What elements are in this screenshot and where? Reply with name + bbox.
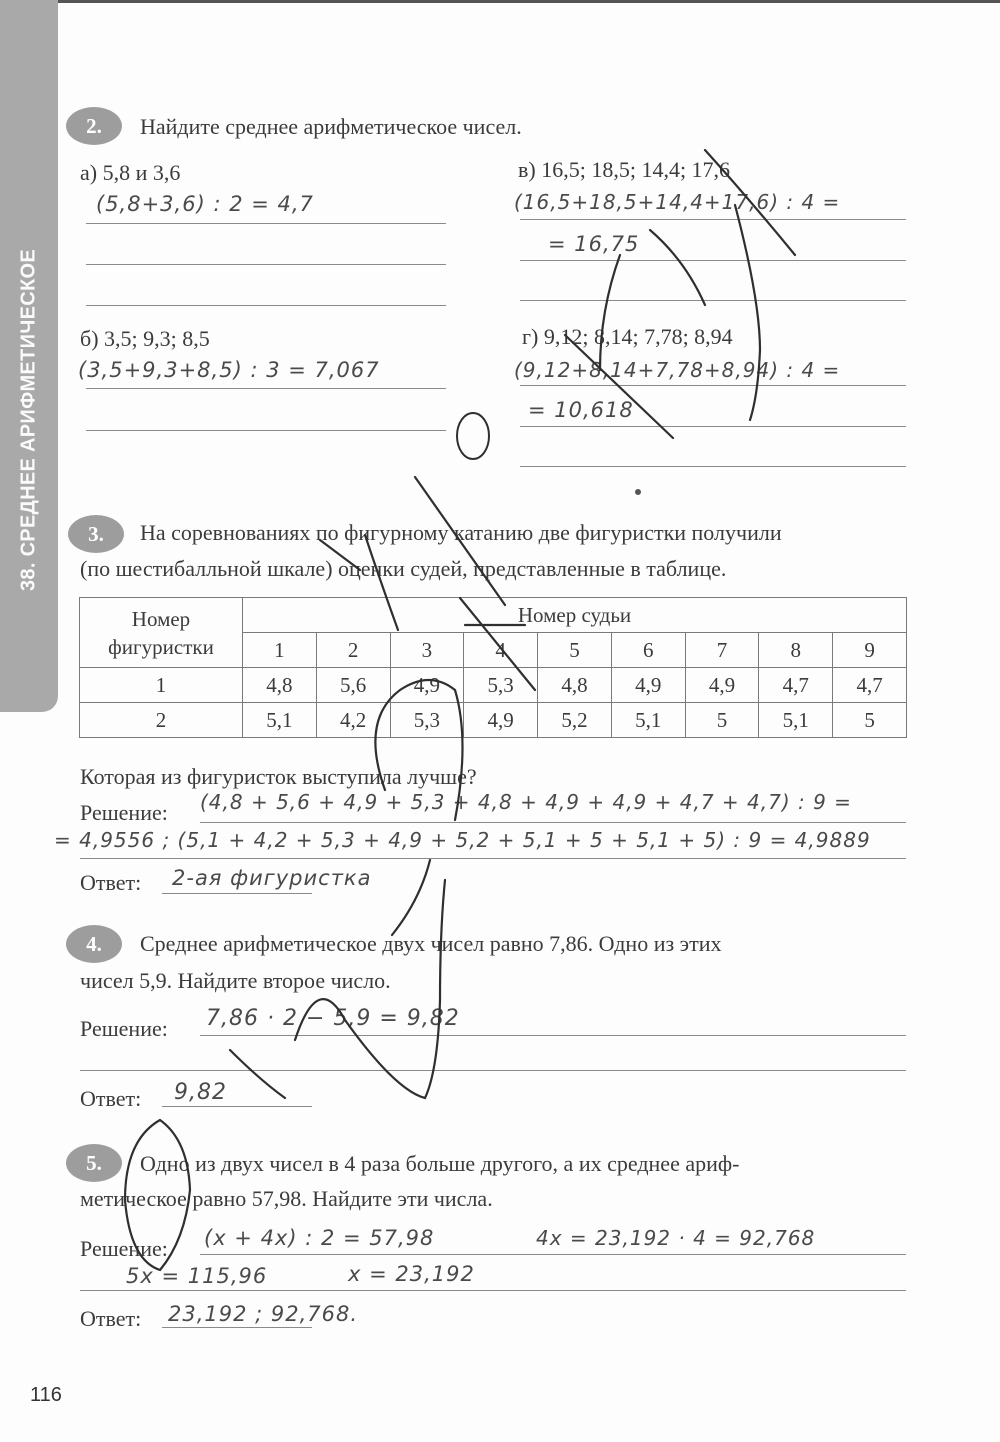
judge-cell: 9 xyxy=(833,633,907,668)
task-2b-work: (3,5+9,3+8,5) : 3 = 7,067 xyxy=(78,358,380,382)
judge-cell: 3 xyxy=(390,633,464,668)
table-row xyxy=(80,703,907,738)
task-3-prompt-line-2: (по шестибалльной шкале) оценки судей, представленные в таблице. xyxy=(80,556,727,581)
task-2a-label: а) 5,8 и 3,6 xyxy=(80,160,181,185)
task-3-question: Которая из фигуристок выступила лучше? xyxy=(80,764,477,789)
score-cell: 4,9 xyxy=(685,668,759,703)
task-5-solution-work-1: (x + 4x) : 2 = 57,98 xyxy=(204,1226,435,1250)
score-cell: 5 xyxy=(833,703,907,738)
score-cell: 5,6 xyxy=(316,668,390,703)
task-5-answer-label: Ответ: xyxy=(80,1306,142,1331)
score-cell: 5,3 xyxy=(464,668,538,703)
score-cell: 4,8 xyxy=(243,668,317,703)
task-5-answer-work: 23,192 ; 92,768. xyxy=(168,1302,359,1326)
answer-line xyxy=(162,1106,312,1107)
answer-line xyxy=(86,223,446,224)
skater-cell: 1 xyxy=(80,668,243,703)
scores-table xyxy=(79,597,907,738)
answer-line xyxy=(86,264,446,265)
answer-line xyxy=(200,822,906,823)
task-3-answer-label: Ответ: xyxy=(80,870,142,895)
task-2-badge: 2. xyxy=(66,107,122,145)
score-cell: 5 xyxy=(685,703,759,738)
score-cell: 4,9 xyxy=(464,703,538,738)
judge-cell: 8 xyxy=(759,633,833,668)
task-4-badge: 4. xyxy=(66,925,122,963)
skater-cell: 2 xyxy=(80,703,243,738)
answer-line xyxy=(200,1035,906,1036)
task-5-prompt-line-2: метическое равно 57,98. Найдите эти числа. xyxy=(80,1186,493,1211)
header-line: Номер xyxy=(131,606,191,631)
score-cell: 4,7 xyxy=(833,668,907,703)
answer-line xyxy=(520,466,906,467)
task-5-prompt-line-1: Одно из двух чисел в 4 раза больше другого, а их среднее ариф- xyxy=(140,1151,740,1176)
answer-line xyxy=(162,1327,312,1328)
judge-cell: 5 xyxy=(538,633,612,668)
answer-line xyxy=(520,300,906,301)
task-2g-label: г) 9,12; 8,14; 7,78; 8,94 xyxy=(522,324,733,349)
task-2v-label: в) 16,5; 18,5; 14,4; 17,6 xyxy=(518,157,731,182)
answer-line xyxy=(520,219,906,220)
page-top-edge xyxy=(0,0,1000,3)
task-5-solution-work-4: x = 23,192 xyxy=(348,1262,475,1286)
answer-line xyxy=(86,388,446,389)
header-line: фигуристки xyxy=(108,634,214,659)
score-cell: 4,9 xyxy=(611,668,685,703)
skater-number-header xyxy=(80,598,243,668)
task-3-answer-work: 2-ая фигуристка xyxy=(172,866,372,890)
task-5-solution-label: Решение: xyxy=(80,1236,168,1261)
task-2v-work-1: (16,5+18,5+14,4+17,6) : 4 = xyxy=(514,190,841,214)
judge-number-header: Номер судьи xyxy=(243,598,907,633)
score-cell: 4,9 xyxy=(390,668,464,703)
answer-line xyxy=(200,1254,906,1255)
page-number: 116 xyxy=(30,1384,62,1406)
answer-line xyxy=(162,893,312,894)
task-2g-work-1: (9,12+8,14+7,78+8,94) : 4 = xyxy=(514,358,841,382)
task-4-answer-label: Ответ: xyxy=(80,1086,142,1111)
score-cell: 4,7 xyxy=(759,668,833,703)
task-3-solution-label: Решение: xyxy=(80,800,168,825)
task-2a-work: (5,8+3,6) : 2 = 4,7 xyxy=(96,192,314,216)
answer-line xyxy=(520,426,906,427)
table-row xyxy=(80,668,907,703)
score-cell: 5,1 xyxy=(611,703,685,738)
task-3-solution-work-1: (4,8 + 5,6 + 4,9 + 5,3 + 4,8 + 4,9 + 4,9 + 4,7 + 4,7) : 9 = xyxy=(200,790,852,814)
answer-line xyxy=(520,260,906,261)
task-4-prompt-line-2: чисел 5,9. Найдите второе число. xyxy=(80,968,391,993)
answer-line xyxy=(80,1290,906,1291)
task-5-solution-work-3: 5x = 115,96 xyxy=(126,1264,268,1288)
task-3-solution-work-2: = 4,9556 ; (5,1 + 4,2 + 5,3 + 4,9 + 5,2 + 5,1 + 5 + 5,1 + 5) : 9 = 4,9889 xyxy=(54,828,871,852)
answer-line xyxy=(86,430,446,431)
chapter-title: 38. СРЕДНЕЕ АРИФМЕТИЧЕСКОЕ xyxy=(17,249,40,591)
score-cell: 5,1 xyxy=(243,703,317,738)
task-4-solution-work: 7,86 · 2 − 5,9 = 9,82 xyxy=(206,1006,460,1031)
task-3-prompt-line-1: На соревнованиях по фигурному катанию две фигуристки получили xyxy=(140,520,782,545)
judge-cell: 4 xyxy=(464,633,538,668)
score-cell: 5,1 xyxy=(759,703,833,738)
judge-cell: 1 xyxy=(243,633,317,668)
judge-cell: 7 xyxy=(685,633,759,668)
task-2-prompt: Найдите среднее арифметическое чисел. xyxy=(140,114,522,139)
task-2v-work-2: = 16,75 xyxy=(548,232,640,256)
chapter-sidebar xyxy=(0,0,58,712)
answer-line xyxy=(86,305,446,306)
task-3-badge: 3. xyxy=(68,515,124,553)
task-4-solution-label: Решение: xyxy=(80,1016,168,1041)
score-cell: 5,2 xyxy=(538,703,612,738)
answer-line xyxy=(520,385,906,386)
judge-cell: 6 xyxy=(611,633,685,668)
answer-line xyxy=(80,1070,906,1071)
score-cell: 5,3 xyxy=(390,703,464,738)
task-2b-label: б) 3,5; 9,3; 8,5 xyxy=(80,326,210,351)
task-4-prompt-line-1: Среднее арифметическое двух чисел равно 7,86. Одно из этих xyxy=(140,931,722,956)
task-5-solution-work-2: 4x = 23,192 · 4 = 92,768 xyxy=(536,1226,816,1250)
task-5-badge: 5. xyxy=(66,1144,122,1182)
score-cell: 4,2 xyxy=(316,703,390,738)
judge-cell: 2 xyxy=(316,633,390,668)
score-cell: 4,8 xyxy=(538,668,612,703)
task-2g-work-2: = 10,618 xyxy=(528,398,634,422)
answer-line xyxy=(80,858,906,859)
task-4-answer-work: 9,82 xyxy=(174,1080,227,1105)
